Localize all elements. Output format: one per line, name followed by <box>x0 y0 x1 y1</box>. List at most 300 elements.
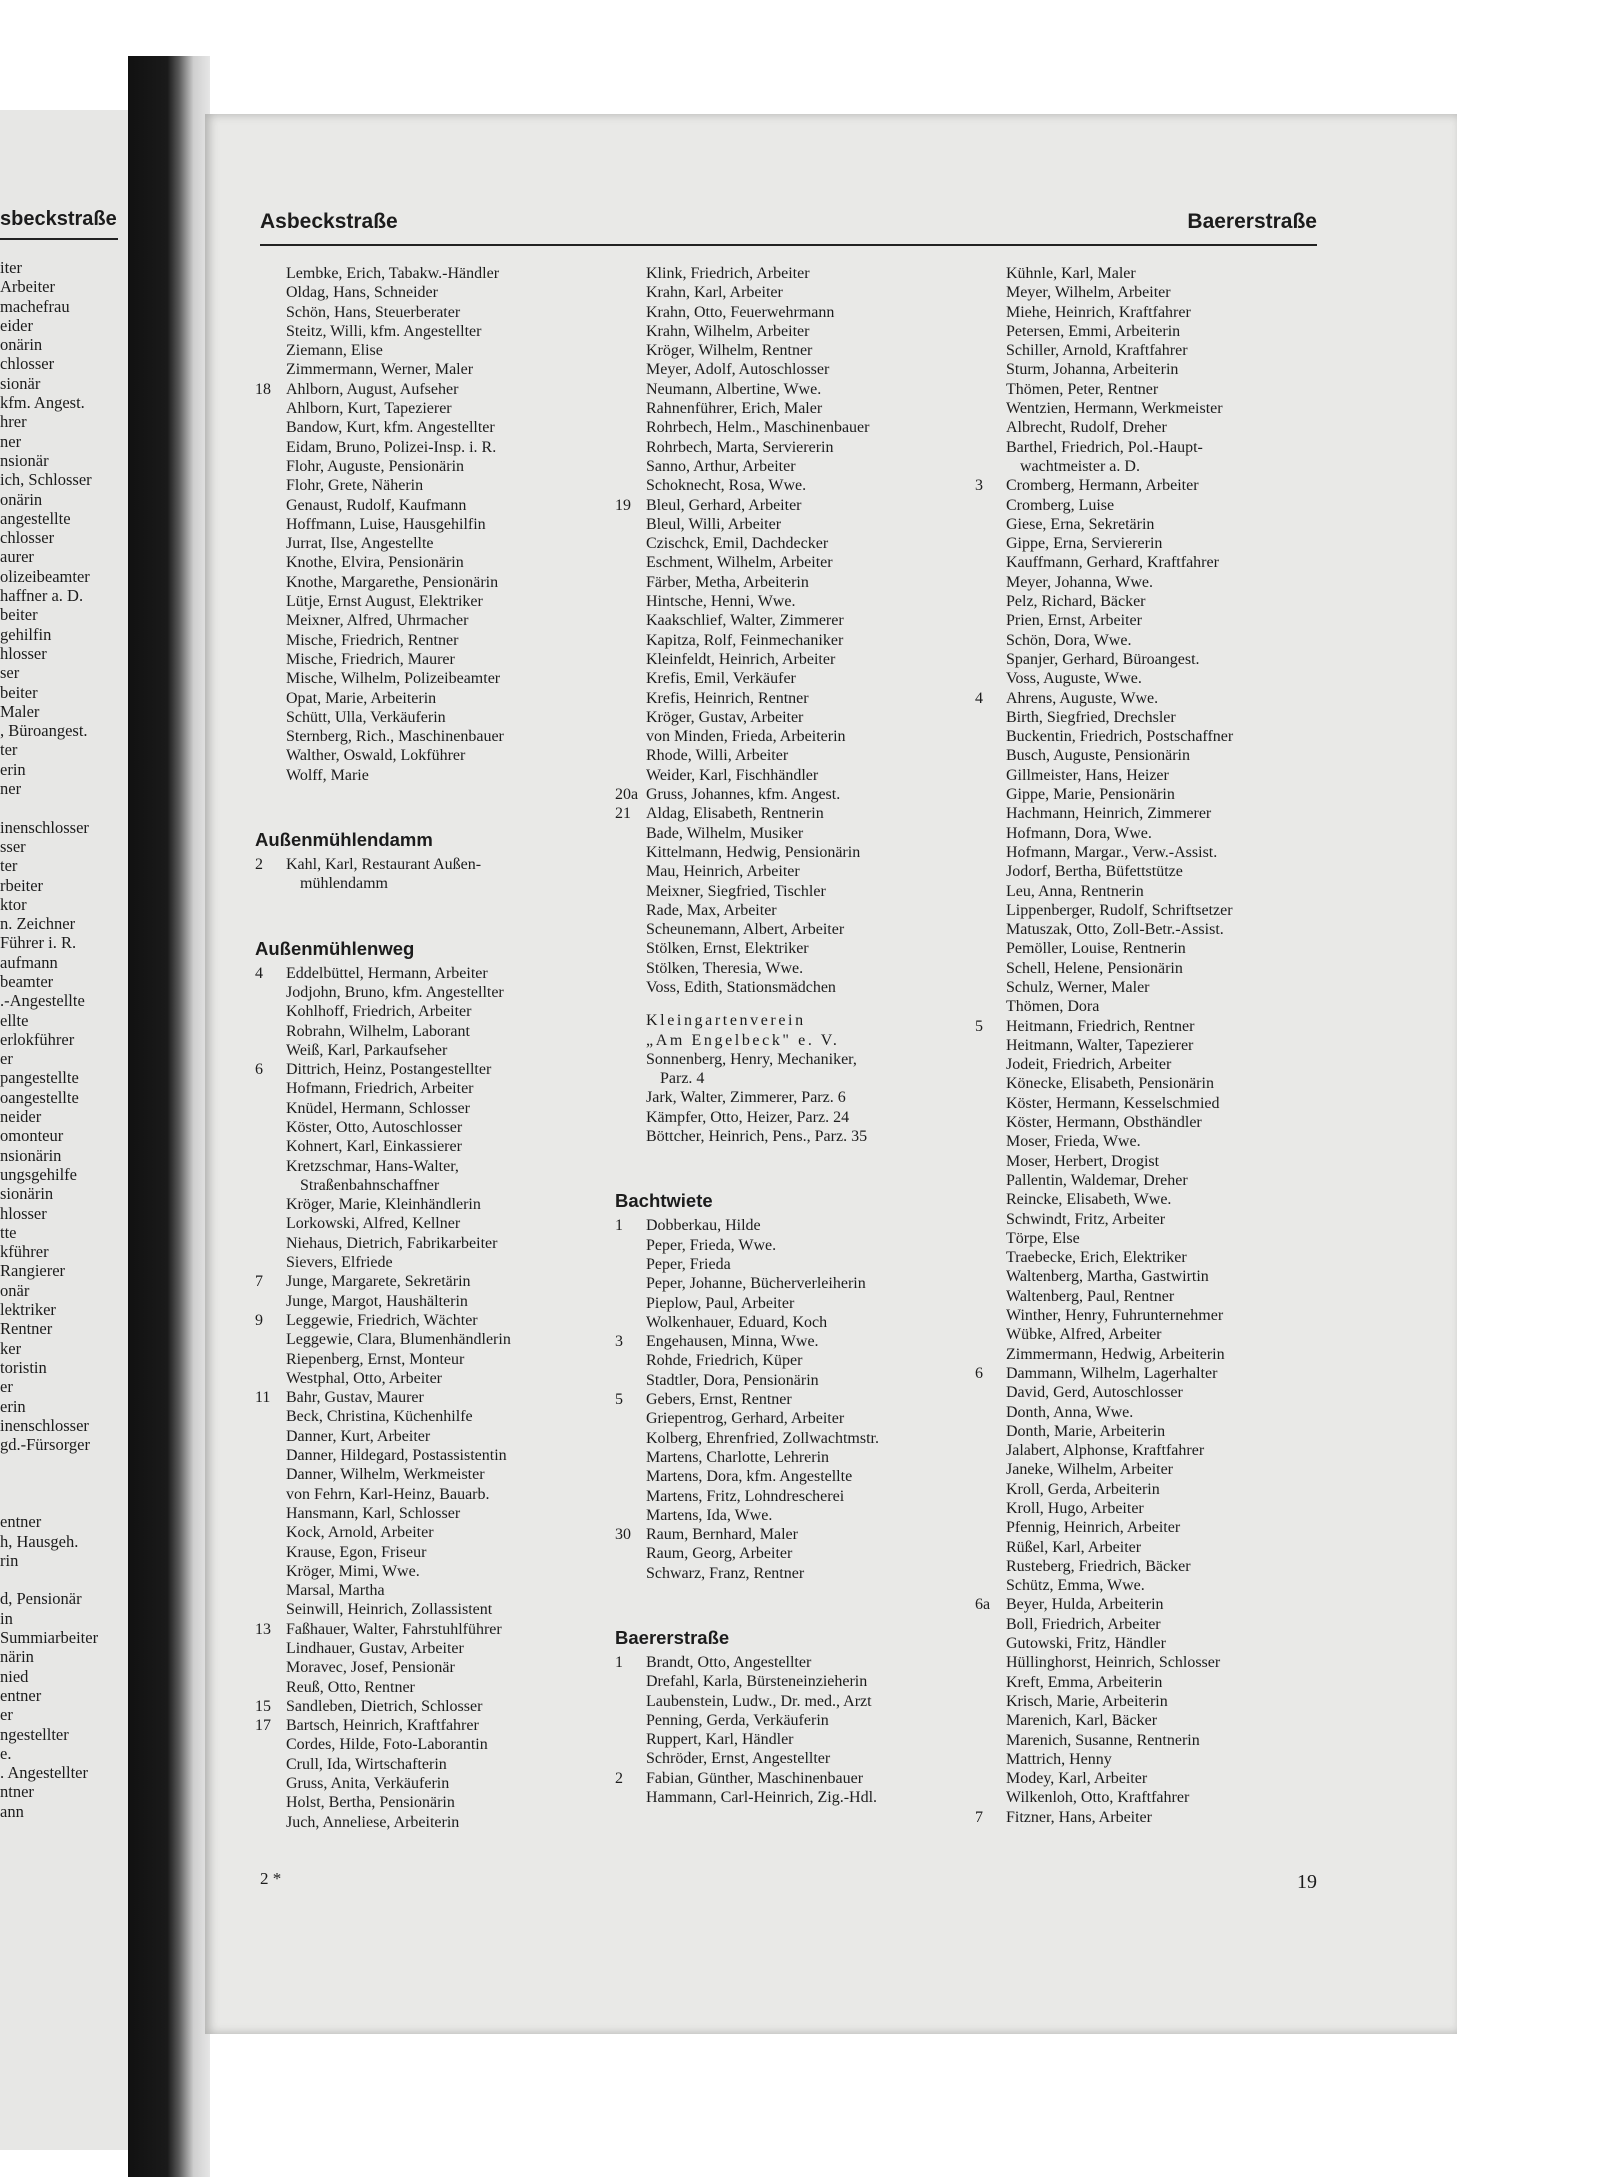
resident-entry <box>615 1050 985 1069</box>
resident-entry <box>255 983 625 1002</box>
resident-entry <box>975 303 1345 322</box>
entry-text: Brandt, Otto, Angestellter <box>646 1654 812 1671</box>
facing-page-line: gd.-Fürsorger <box>0 1435 90 1455</box>
resident-entry <box>975 1788 1345 1807</box>
entry-text: Hachmann, Heinrich, Zimmerer <box>1006 805 1212 823</box>
resident-entry <box>615 727 985 746</box>
house-number <box>975 1094 1006 1113</box>
resident-entry <box>255 669 625 688</box>
house-number <box>255 708 286 727</box>
entry-text: Gippe, Erna, Serviererin <box>1006 535 1163 553</box>
house-number <box>255 1755 286 1774</box>
entry-text: Reuß, Otto, Rentner <box>286 1678 415 1696</box>
entry-text: Schell, Helene, Pensionärin <box>1006 959 1183 977</box>
house-number <box>615 1351 646 1370</box>
entry-text: Sandleben, Dietrich, Schlosser <box>286 1697 483 1715</box>
resident-entry <box>255 1330 625 1349</box>
resident-entry <box>975 1364 1345 1383</box>
house-number <box>975 978 1006 997</box>
house-number <box>615 1672 646 1691</box>
facing-page-line: n. Zeichner <box>0 914 76 934</box>
resident-entry <box>255 438 625 457</box>
resident-entry <box>615 1653 985 1672</box>
entry-text: Krahn, Wilhelm, Arbeiter <box>646 322 810 340</box>
resident-entry <box>255 1639 625 1658</box>
house-number <box>255 1793 286 1812</box>
entry-text: wachtmeister a. D. <box>1020 457 1140 475</box>
entry-text: Raum, Bernhard, Maler <box>646 1526 798 1544</box>
resident-entry <box>975 1769 1345 1788</box>
house-number <box>975 1345 1006 1364</box>
entry-text: Schütz, Emma, Wwe. <box>1006 1577 1145 1595</box>
resident-entry <box>975 1615 1345 1634</box>
entry-text: Dobberkau, Hilde <box>646 1217 761 1235</box>
resident-entry <box>615 1274 985 1293</box>
house-number <box>255 360 286 379</box>
entry-text: Bleul, Willi, Arbeiter <box>646 515 782 533</box>
house-number <box>255 1427 286 1446</box>
house-number <box>975 1132 1006 1151</box>
facing-page-line: e. <box>0 1743 12 1763</box>
entry-text: Schön, Dora, Wwe. <box>1006 631 1132 649</box>
entry-text: Moravec, Josef, Pensionär <box>286 1659 455 1677</box>
house-number <box>255 573 286 592</box>
entry-text: Meyer, Adolf, Autoschlosser <box>646 361 830 379</box>
entry-text: Kittelmann, Hedwig, Pensionärin <box>646 843 861 861</box>
resident-entry <box>615 1313 985 1332</box>
resident-entry <box>975 1171 1345 1190</box>
house-number <box>975 1403 1006 1422</box>
house-number <box>615 708 646 727</box>
entry-text: mühlendamm <box>300 875 388 893</box>
facing-page-line: entner <box>0 1685 42 1705</box>
resident-entry <box>615 457 985 476</box>
house-number <box>615 650 646 669</box>
resident-entry <box>615 1448 985 1467</box>
resident-entry <box>975 515 1345 534</box>
house-number <box>975 1731 1006 1750</box>
facing-page-line: iter <box>0 258 22 277</box>
facing-page-line: ann <box>0 1801 24 1821</box>
resident-entry <box>255 1350 625 1369</box>
section-spacer <box>615 1583 985 1623</box>
street-heading: Außenmühlendamm <box>255 829 433 851</box>
house-number <box>615 746 646 765</box>
facing-page-line: gehilfin <box>0 624 52 644</box>
facing-page-line: rbeiter <box>0 875 44 895</box>
facing-page-line: ich, Schlosser <box>0 470 92 490</box>
entry-text: Kretzschmar, Hans-Walter, <box>286 1157 459 1175</box>
facing-page-line: chlosser <box>0 528 55 548</box>
resident-entry <box>615 939 985 958</box>
facing-page-line <box>0 1474 98 1493</box>
house-number <box>975 1653 1006 1672</box>
entry-text: Rade, Max, Arbeiter <box>646 901 777 919</box>
resident-entry <box>615 843 985 862</box>
house-number <box>975 1171 1006 1190</box>
facing-page-line: Rangierer <box>0 1261 66 1281</box>
resident-entry <box>255 1485 625 1504</box>
house-number <box>615 418 646 437</box>
house-number <box>975 399 1006 418</box>
entry-text: Hüllinghorst, Heinrich, Schlosser <box>1006 1654 1221 1672</box>
resident-entry <box>975 553 1345 572</box>
house-number: 17 <box>255 1717 271 1735</box>
entry-text: Pemöller, Louise, Rentnerin <box>1006 940 1186 958</box>
house-number <box>255 418 286 437</box>
house-number: 6a <box>975 1596 991 1614</box>
entry-text: Krefis, Heinrich, Rentner <box>646 689 809 707</box>
entry-continuation <box>975 457 1345 476</box>
resident-entry <box>975 804 1345 823</box>
resident-entry <box>615 824 985 843</box>
resident-entry <box>615 1544 985 1563</box>
entry-text: Jalabert, Alphonse, Kraftfahrer <box>1006 1442 1205 1460</box>
resident-entry <box>255 1137 625 1156</box>
entry-text: Birth, Siegfried, Drechsler <box>1006 708 1176 726</box>
house-number <box>975 534 1006 553</box>
entry-text: Leggewie, Friedrich, Wächter <box>286 1311 478 1329</box>
entry-text: Jodorf, Bertha, Büfettstütze <box>1006 863 1183 881</box>
resident-entry <box>615 1127 985 1146</box>
facing-page-line: sionärin <box>0 1184 54 1204</box>
house-number <box>975 1422 1006 1441</box>
entry-text: Cromberg, Luise <box>1006 496 1115 514</box>
resident-entry <box>975 1441 1345 1460</box>
entry-text: Danner, Kurt, Arbeiter <box>286 1427 431 1445</box>
resident-entry <box>255 418 625 437</box>
resident-entry <box>975 1518 1345 1537</box>
street-heading: Außenmühlenweg <box>255 937 415 959</box>
resident-entry <box>975 592 1345 611</box>
house-number <box>615 1467 646 1486</box>
resident-entry <box>975 862 1345 881</box>
entry-text: Marenich, Karl, Bäcker <box>1006 1712 1158 1730</box>
running-header-left: Asbeckstraße <box>260 210 398 233</box>
entry-text: Miehe, Heinrich, Kraftfahrer <box>1006 303 1191 321</box>
entry-text: Schiller, Arnold, Kraftfahrer <box>1006 342 1188 360</box>
facing-page-line <box>0 1570 98 1589</box>
entry-text: Sievers, Elfriede <box>286 1254 393 1272</box>
house-number <box>975 1750 1006 1769</box>
resident-entry <box>975 1017 1345 1036</box>
resident-entry <box>975 476 1345 495</box>
house-number <box>615 380 646 399</box>
house-number <box>255 650 286 669</box>
entry-text: Sturm, Johanna, Arbeiterin <box>1006 361 1179 379</box>
facing-page-line: angestellte <box>0 508 71 528</box>
facing-page-line: sser <box>0 836 26 856</box>
house-number <box>615 457 646 476</box>
house-number <box>255 476 286 495</box>
house-number <box>255 1079 286 1098</box>
house-number <box>615 303 646 322</box>
entry-text: Kröger, Gustav, Arbeiter <box>646 708 804 726</box>
resident-entry <box>255 1465 625 1484</box>
entry-text: Winther, Henry, Fuhrunternehmer <box>1006 1307 1224 1325</box>
entry-text: Sonnenberg, Henry, Mechaniker, <box>646 1050 857 1068</box>
entry-text: Barthel, Friedrich, Pol.-Haupt- <box>1006 438 1203 456</box>
entry-text: Kröger, Mimi, Wwe. <box>286 1562 420 1580</box>
facing-page-lines <box>0 258 98 1821</box>
entry-text: Cromberg, Hermann, Arbeiter <box>1006 477 1199 495</box>
resident-entry <box>975 1460 1345 1479</box>
entry-text: Pelz, Richard, Bäcker <box>1006 593 1146 611</box>
entry-text: Kaakschlief, Walter, Zimmerer <box>646 612 844 630</box>
resident-entry <box>975 380 1345 399</box>
entry-text: Cordes, Hilde, Foto-Laborantin <box>286 1736 488 1754</box>
house-number <box>615 1050 646 1069</box>
facing-page-line: Führer i. R. <box>0 933 77 953</box>
entry-text: Laubenstein, Ludw., Dr. med., Arzt <box>646 1692 872 1710</box>
house-number <box>615 1749 646 1768</box>
house-number <box>975 1152 1006 1171</box>
house-number <box>975 1692 1006 1711</box>
entry-text: Knüdel, Hermann, Schlosser <box>286 1099 470 1117</box>
house-number <box>255 631 286 650</box>
house-number <box>615 959 646 978</box>
house-number <box>975 1788 1006 1807</box>
facing-page-line: onärin <box>0 335 43 355</box>
resident-entry <box>615 785 985 804</box>
entry-text: Gruss, Anita, Verkäuferin <box>286 1775 450 1793</box>
entry-text: Köster, Hermann, Obsthändler <box>1006 1114 1202 1132</box>
entry-text: Reincke, Elisabeth, Wwe. <box>1006 1191 1172 1209</box>
resident-entry <box>975 573 1345 592</box>
book-spine <box>128 56 210 2177</box>
resident-entry <box>615 573 985 592</box>
resident-entry <box>255 1658 625 1677</box>
entry-text: Matuszak, Otto, Zoll-Betr.-Assist. <box>1006 921 1224 939</box>
house-number <box>975 573 1006 592</box>
resident-entry <box>615 862 985 881</box>
resident-entry <box>975 1711 1345 1730</box>
house-number <box>975 901 1006 920</box>
house-number <box>975 959 1006 978</box>
resident-entry <box>975 496 1345 515</box>
house-number <box>615 592 646 611</box>
house-number: 9 <box>255 1311 263 1329</box>
entry-text: Pfennig, Heinrich, Arbeiter <box>1006 1519 1181 1537</box>
resident-entry <box>975 1595 1345 1614</box>
entry-text: Hoffmann, Luise, Hausgehilfin <box>286 515 486 533</box>
entry-text: Knothe, Elvira, Pensionärin <box>286 554 464 572</box>
entry-text: Janeke, Wilhelm, Arbeiter <box>1006 1461 1174 1479</box>
entry-text: Kühnle, Karl, Maler <box>1006 265 1136 282</box>
resident-entry <box>615 901 985 920</box>
house-number <box>975 592 1006 611</box>
facing-page-line: h, Hausgeh. <box>0 1531 79 1551</box>
resident-entry <box>615 650 985 669</box>
resident-entry <box>255 1099 625 1118</box>
entry-text: Buckentin, Friedrich, Postschaffner <box>1006 728 1234 746</box>
resident-entry <box>975 939 1345 958</box>
house-number <box>615 1730 646 1749</box>
facing-page-line: tte <box>0 1222 17 1242</box>
house-number <box>975 862 1006 881</box>
house-number <box>255 1253 286 1272</box>
facing-page-line: erin <box>0 759 26 779</box>
entry-text: Penning, Gerda, Verkäuferin <box>646 1711 829 1729</box>
entry-text: Wentzien, Hermann, Werkmeister <box>1006 400 1223 418</box>
entry-text: Kröger, Wilhelm, Rentner <box>646 342 813 360</box>
house-number <box>615 322 646 341</box>
resident-entry <box>975 689 1345 708</box>
entry-text: Seinwill, Heinrich, Zollassistent <box>286 1601 493 1619</box>
entry-text: Mische, Friedrich, Rentner <box>286 631 459 649</box>
resident-entry <box>615 1769 985 1788</box>
resident-entry <box>615 1216 985 1235</box>
entry-text: Moser, Frieda, Wwe. <box>1006 1133 1141 1151</box>
entry-text: Eddelbüttel, Hermann, Arbeiter <box>286 964 488 982</box>
entry-text: Mische, Friedrich, Maurer <box>286 650 455 668</box>
house-number <box>255 1157 286 1176</box>
facing-page-line: Arbeiter <box>0 277 55 297</box>
facing-page-line: ker <box>0 1338 22 1358</box>
resident-entry <box>255 1195 625 1214</box>
resident-entry <box>975 264 1345 283</box>
house-number <box>615 438 646 457</box>
house-number <box>255 1774 286 1793</box>
entry-text: Marenich, Susanne, Rentnerin <box>1006 1731 1200 1749</box>
facing-page-line: beiter <box>0 605 38 625</box>
house-number <box>255 1813 286 1832</box>
facing-page-line: toristin <box>0 1357 47 1377</box>
house-number <box>615 1127 646 1146</box>
facing-page-line: eider <box>0 315 33 335</box>
facing-page-line: erlokführer <box>0 1029 75 1049</box>
entry-text: Lippenberger, Rudolf, Schriftsetzer <box>1006 901 1233 919</box>
resident-entry <box>975 399 1345 418</box>
resident-entry <box>615 1692 985 1711</box>
entry-text: Zimmermann, Hedwig, Arbeiterin <box>1006 1345 1225 1363</box>
house-number <box>615 1487 646 1506</box>
resident-entry <box>975 1055 1345 1074</box>
house-number <box>975 843 1006 862</box>
facing-page-line: nied <box>0 1666 29 1686</box>
entry-text: Voss, Edith, Stationsmädchen <box>646 978 836 996</box>
resident-entry <box>255 855 625 874</box>
resident-entry <box>255 1272 625 1291</box>
entry-text: Riepenberg, Ernst, Monteur <box>286 1350 465 1368</box>
house-number <box>255 1485 286 1504</box>
entry-text: Holst, Bertha, Pensionärin <box>286 1794 455 1812</box>
facing-page-line: ntner <box>0 1782 34 1802</box>
entry-text: Krisch, Marie, Arbeiterin <box>1006 1692 1168 1710</box>
entry-text: Klink, Friedrich, Arbeiter <box>646 265 810 282</box>
entry-text: Rusteberg, Friedrich, Bäcker <box>1006 1557 1191 1575</box>
entry-text: David, Gerd, Autoschlosser <box>1006 1384 1183 1402</box>
house-number <box>615 1031 646 1050</box>
section-spacer <box>615 997 985 1011</box>
resident-entry <box>615 1487 985 1506</box>
entry-text: Kroll, Hugo, Arbeiter <box>1006 1500 1144 1517</box>
resident-entry <box>615 360 985 379</box>
house-number: 7 <box>975 1808 983 1826</box>
entry-text: Junge, Margarete, Sekretärin <box>286 1273 471 1291</box>
entry-text: Hofmann, Friedrich, Arbeiter <box>286 1080 474 1098</box>
directory-column-1 <box>255 264 625 1832</box>
resident-entry <box>975 1422 1345 1441</box>
entry-text: von Fehrn, Karl-Heinz, Bauarb. <box>286 1485 490 1503</box>
resident-entry <box>975 1653 1345 1672</box>
house-number <box>975 708 1006 727</box>
resident-entry <box>255 457 625 476</box>
facing-page-line: pangestellte <box>0 1068 79 1088</box>
resident-entry <box>975 1267 1345 1286</box>
facing-page-line: ungsgehilfe <box>0 1164 77 1184</box>
house-number <box>975 669 1006 688</box>
entry-text: Martens, Dora, kfm. Angestellte <box>646 1468 853 1486</box>
resident-entry <box>615 1294 985 1313</box>
house-number <box>255 457 286 476</box>
entry-text: Kreft, Emma, Arbeiterin <box>1006 1673 1163 1691</box>
association-heading <box>615 1031 985 1050</box>
resident-entry <box>975 1480 1345 1499</box>
facing-page-line <box>0 1454 98 1473</box>
house-number <box>975 341 1006 360</box>
entry-text: Gruss, Johannes, kfm. Angest. <box>646 786 841 804</box>
entry-text: Waltenberg, Martha, Gastwirtin <box>1006 1268 1209 1286</box>
entry-text: Moser, Herbert, Drogist <box>1006 1152 1160 1170</box>
house-number <box>255 515 286 534</box>
resident-entry <box>615 708 985 727</box>
section-spacer <box>255 785 625 825</box>
entry-text: Pallentin, Waldemar, Dreher <box>1006 1171 1188 1189</box>
entry-text: Martens, Charlotte, Lehrerin <box>646 1448 830 1466</box>
entry-text: Parz. 4 <box>660 1070 705 1088</box>
house-number <box>255 1176 286 1195</box>
resident-entry <box>975 1325 1345 1344</box>
resident-entry <box>615 515 985 534</box>
house-number <box>975 611 1006 630</box>
section-spacer <box>615 1146 985 1186</box>
entry-text: Lembke, Erich, Tabakw.-Händler <box>286 265 500 282</box>
resident-entry <box>975 1074 1345 1093</box>
house-number <box>975 1055 1006 1074</box>
entry-text: Bleul, Gerhard, Arbeiter <box>646 496 802 514</box>
resident-entry <box>615 1390 985 1409</box>
resident-entry <box>255 1253 625 1272</box>
resident-entry <box>975 824 1345 843</box>
facing-page-line: omonteur <box>0 1126 64 1146</box>
page-number: 19 <box>1297 1871 1317 1893</box>
resident-entry <box>975 418 1345 437</box>
house-number <box>615 341 646 360</box>
house-number: 15 <box>255 1697 271 1715</box>
entry-text: Aldag, Elisabeth, Rentnerin <box>646 805 824 823</box>
house-number <box>615 920 646 939</box>
entry-text: Rhode, Willi, Arbeiter <box>646 747 789 765</box>
entry-text: Schwarz, Franz, Rentner <box>646 1564 805 1582</box>
resident-entry <box>975 882 1345 901</box>
house-number <box>255 1234 286 1253</box>
entry-text: Faßhauer, Walter, Fahrstuhlführer <box>286 1620 502 1638</box>
house-number <box>975 303 1006 322</box>
facing-page-line: kfm. Angest. <box>0 393 85 413</box>
house-number <box>255 399 286 418</box>
house-number <box>255 1214 286 1233</box>
facing-page-line: er <box>0 1705 13 1725</box>
house-number <box>255 1446 286 1465</box>
resident-entry <box>975 1306 1345 1325</box>
resident-entry <box>615 920 985 939</box>
resident-entry <box>975 1750 1345 1769</box>
facing-page-line: , Büroangest. <box>0 721 88 741</box>
house-number <box>615 669 646 688</box>
entry-text: Donth, Anna, Wwe. <box>1006 1403 1134 1421</box>
house-number <box>975 1267 1006 1286</box>
